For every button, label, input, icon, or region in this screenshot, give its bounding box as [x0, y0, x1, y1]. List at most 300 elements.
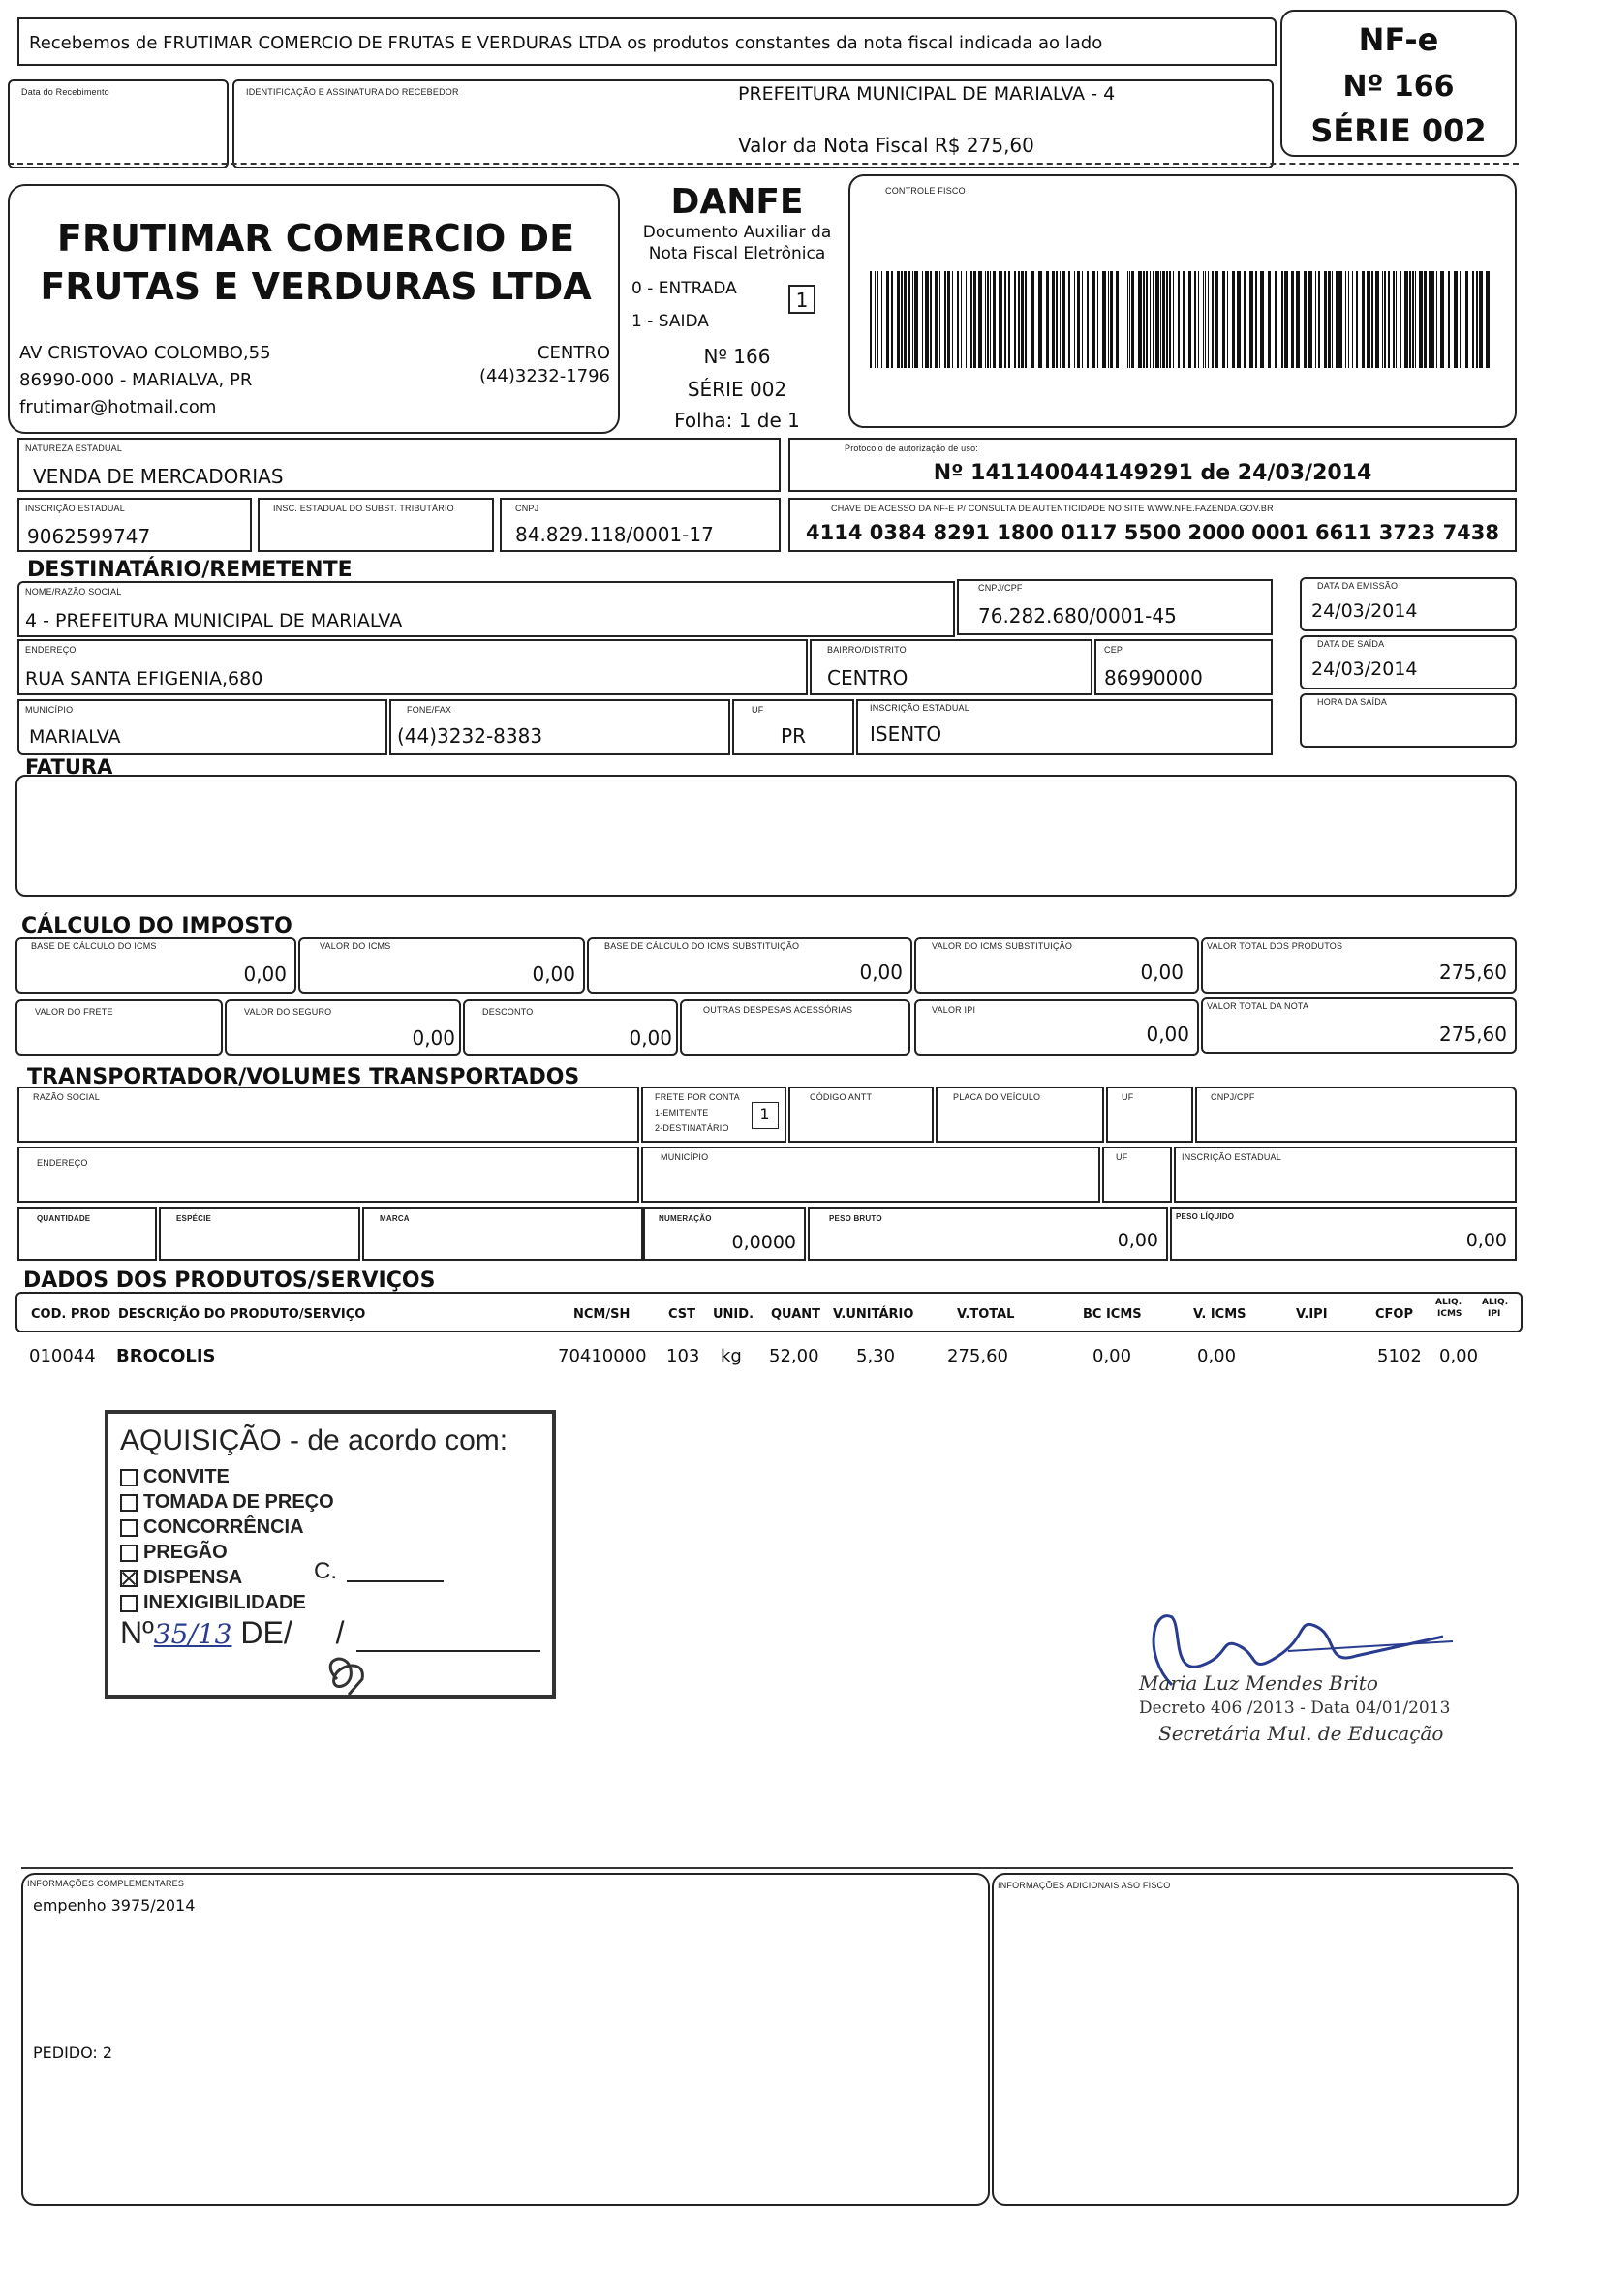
hdr-cst: CST [668, 1307, 696, 1322]
stamp-initials [308, 1650, 385, 1699]
tr-ie-label: INSCRIÇÃO ESTADUAL [1182, 1152, 1281, 1162]
imp-base-st: 0,00 [859, 961, 903, 984]
tr-numeracao-label: NUMERAÇÃO [659, 1214, 712, 1223]
canhoto-recebemos-box [17, 17, 1277, 66]
barcode-bar [1465, 271, 1468, 368]
barcode-bar [897, 271, 900, 368]
barcode-bar [1244, 271, 1246, 368]
tr-frete-label: FRETE POR CONTA [655, 1092, 740, 1102]
hdr-vipi: V.IPI [1296, 1307, 1328, 1322]
cnpj-emit-label: CNPJ [515, 504, 539, 513]
dest-bairro: CENTRO [827, 666, 908, 689]
tr-frete-opt1: 1-EMITENTE [655, 1108, 709, 1117]
hdr-quant: QUANT [771, 1307, 821, 1322]
tr-placa-label: PLACA DO VEÍCULO [953, 1092, 1041, 1102]
barcode-bar [1291, 271, 1294, 368]
barcode-bar [1227, 271, 1228, 368]
barcode-bar [1336, 271, 1338, 368]
danfe-serie: SÉRIE 002 [687, 378, 787, 401]
tr-peso-bruto-label: PESO BRUTO [829, 1214, 882, 1223]
barcode-bar [957, 271, 959, 368]
imp-base-icms: 0,00 [243, 963, 287, 986]
imp-desconto-box [463, 999, 678, 1056]
dest-ie-box [856, 699, 1273, 755]
produtos-header-box [15, 1292, 1523, 1332]
dest-cep-box [1094, 639, 1273, 695]
barcode-bar [1212, 271, 1214, 368]
natureza-label: NATUREZA ESTADUAL [25, 444, 123, 453]
dest-bairro-box [810, 639, 1092, 695]
barcode-bar [1173, 271, 1174, 368]
imp-base-st-label: BASE DE CÁLCULO DO ICMS SUBSTITUIÇÃO [604, 941, 800, 951]
barcode-bar [970, 271, 972, 368]
tr-razao-label: RAZÃO SOCIAL [33, 1092, 100, 1102]
danfe-title: DANFE [670, 182, 804, 222]
barcode-bar [973, 271, 976, 368]
dest-endereco-label: ENDEREÇO [25, 645, 77, 655]
chave-label: CHAVE DE ACESSO DA NF-E P/ CONSULTA DE AUTENTICIDADE NO SITE WWW.NFE.FAZENDA.GOV.BR [831, 504, 1274, 513]
ie-label: INSCRIÇÃO ESTADUAL [25, 504, 125, 513]
row-unid: kg [721, 1346, 742, 1366]
barcode-bar [1308, 271, 1312, 368]
barcode-bar [1077, 271, 1080, 368]
stamp-option [120, 1489, 334, 1515]
hdr-aliq-icms-1: ALIQ. [1435, 1298, 1462, 1307]
aquisicao-stamp [105, 1410, 556, 1699]
barcode-bar [1255, 271, 1257, 368]
tr-quantidade-box [17, 1207, 157, 1261]
ie-value: 9062599747 [27, 525, 151, 548]
barcode-bar [1153, 271, 1154, 368]
barcode-bar [1431, 271, 1434, 368]
barcode-bar [1415, 271, 1416, 368]
barcode-bar [1249, 271, 1253, 368]
row-cod: 010044 [29, 1346, 96, 1366]
imp-frete-box [15, 999, 223, 1056]
protocolo-label: Protocolo de autorização de uso: [845, 444, 978, 453]
imp-desconto: 0,00 [629, 1026, 672, 1050]
tr-municipio-box [641, 1147, 1100, 1203]
barcode-bar [922, 271, 923, 368]
barcode-bar [1169, 271, 1171, 368]
barcode-bar [1429, 271, 1431, 368]
barcode-bar [1116, 271, 1119, 368]
tr-razao-box [17, 1087, 639, 1143]
imp-total-prod-label: VALOR TOTAL DOS PRODUTOS [1207, 941, 1343, 951]
row-cfop: 5102 [1377, 1346, 1422, 1366]
imp-base-icms-label: BASE DE CÁLCULO DO ICMS [31, 941, 157, 951]
barcode-bar [1008, 271, 1010, 368]
barcode-bar [1188, 271, 1191, 368]
barcode-bar [1260, 271, 1264, 368]
tr-uf2-box [1102, 1147, 1172, 1203]
barcode-bar [1348, 271, 1349, 368]
barcode-bar [1396, 271, 1397, 368]
row-bcicms: 0,00 [1092, 1346, 1132, 1366]
barcode-bar [930, 271, 932, 368]
dest-emissao: 24/03/2014 [1311, 600, 1418, 622]
barcode-bar [1486, 271, 1490, 368]
hdr-cod: COD. PROD [31, 1307, 111, 1322]
imp-total-prod: 275,60 [1439, 961, 1507, 984]
barcode-bar [985, 271, 986, 368]
barcode-bar [1275, 271, 1277, 368]
dest-municipio-label: MUNICÍPIO [25, 705, 74, 715]
tr-frete-value: 1 [759, 1105, 770, 1123]
tr-especie-label: ESPÉCIE [176, 1214, 212, 1223]
info-fisco-box [992, 1873, 1519, 2206]
natureza-box [17, 438, 781, 492]
barcode-bar [1068, 271, 1070, 368]
controle-fisco-label: CONTROLE FISCO [885, 186, 966, 196]
dest-endereco-box [17, 639, 808, 695]
row-vtotal: 275,60 [947, 1346, 1008, 1366]
natureza-value: VENDA DE MERCADORIAS [33, 465, 284, 488]
barcode-bar [912, 271, 913, 368]
barcode-bar [1155, 271, 1159, 368]
tr-numeracao: 0,0000 [731, 1232, 796, 1253]
barcode-bar [875, 271, 876, 368]
imp-valor-icms-label: VALOR DO ICMS [320, 941, 391, 951]
signature-block [1114, 1598, 1482, 1762]
barcode-bar [1138, 271, 1142, 368]
barcode-bar [1060, 271, 1061, 368]
barcode-bar [1222, 271, 1225, 368]
dest-emissao-box [1300, 577, 1517, 631]
emitente-name-line2: FRUTAS E VERDURAS LTDA [40, 265, 592, 308]
imposto-title: CÁLCULO DO IMPOSTO [21, 914, 292, 938]
row-vicms: 0,00 [1197, 1346, 1237, 1366]
stamp-numero-value: 35/13 [153, 1618, 232, 1650]
dest-uf-label: UF [752, 705, 764, 715]
hdr-ncm: NCM/SH [573, 1307, 631, 1322]
barcode-bar [877, 271, 878, 368]
canhoto-valor-nota: Valor da Nota Fiscal R$ 275,60 [738, 134, 1034, 157]
barcode-bar [1409, 271, 1411, 368]
barcode-bar [881, 271, 882, 368]
dest-bairro-label: BAIRRO/DISTRITO [827, 645, 907, 655]
barcode-bar [1304, 271, 1307, 368]
barcode-bar [1046, 271, 1049, 368]
barcode-bar [939, 271, 940, 368]
info-complementares-label: INFORMAÇÕES COMPLEMENTARES [27, 1879, 185, 1888]
barcode-bar [1129, 271, 1130, 368]
hdr-bcicms: BC ICMS [1083, 1307, 1142, 1322]
barcode-bar [1476, 271, 1478, 368]
emitente-name-line1: FRUTIMAR COMERCIO DE [56, 217, 575, 260]
imp-seguro-box [225, 999, 461, 1056]
stamp-numero-row [120, 1615, 362, 1651]
stamp-c-label: C. [314, 1558, 337, 1584]
stamp-option-label: CONCORRÊNCIA [143, 1516, 304, 1538]
danfe-tipo-box [788, 285, 815, 314]
imp-outras-box [680, 999, 910, 1056]
imp-base-st-box [587, 937, 912, 994]
produtos-title: DADOS DOS PRODUTOS/SERVIÇOS [23, 1269, 436, 1293]
barcode-bar [1052, 271, 1055, 368]
nfe-serie: SÉRIE 002 [1310, 112, 1487, 149]
barcode-bar [1388, 271, 1390, 368]
danfe-folha: Folha: 1 de 1 [674, 409, 800, 432]
barcode-bar [1371, 271, 1373, 368]
dest-fone-label: FONE/FAX [407, 705, 452, 715]
stamp-option-label: PREGÃO [143, 1542, 228, 1563]
barcode-bar [1014, 271, 1016, 368]
barcode-bar [1198, 271, 1199, 368]
barcode-bar [1384, 271, 1386, 368]
stamp-option-label: CONVITE [143, 1466, 230, 1487]
imp-frete-label: VALOR DO FRETE [35, 1007, 113, 1017]
insc-subst-box [258, 498, 494, 552]
protocolo-box [788, 438, 1517, 492]
dest-endereco: RUA SANTA EFIGENIA,680 [25, 668, 263, 689]
stamp-date-slashes: / / [283, 1615, 362, 1650]
checkbox-icon [120, 1545, 138, 1562]
signature-cargo: Secretária Mul. de Educação [1158, 1722, 1444, 1745]
barcode-bar [1362, 271, 1365, 368]
dest-nome: 4 - PREFEITURA MUNICIPAL DE MARIALVA [25, 610, 403, 631]
dest-fone-box [389, 699, 730, 755]
row-aliq: 0,00 [1439, 1346, 1479, 1366]
tr-cnpj-box [1195, 1087, 1517, 1143]
barcode-bar [1146, 271, 1148, 368]
dest-municipio-box [17, 699, 387, 755]
dest-ie-label: INSCRIÇÃO ESTADUAL [870, 703, 969, 713]
barcode-bar [1281, 271, 1283, 368]
protocolo-value: Nº 141140044149291 de 24/03/2014 [933, 461, 1372, 485]
tr-antt-box [788, 1087, 934, 1143]
barcode-bar [1208, 271, 1209, 368]
tr-peso-bruto: 0,00 [1117, 1230, 1158, 1251]
stamp-option-label: INEXIGIBILIDADE [143, 1592, 306, 1613]
dest-cnpj-label: CNPJ/CPF [978, 583, 1023, 593]
barcode-bar [908, 271, 910, 368]
tr-peso-liquido-box [1170, 1207, 1517, 1261]
nfe-numero: Nº 166 [1342, 70, 1455, 104]
barcode-bar [1025, 271, 1027, 368]
barcode-bar [901, 271, 903, 368]
dest-cep: 86990000 [1104, 666, 1203, 689]
info-fisco-label: INFORMAÇÕES ADICIONAIS ASO FISCO [998, 1881, 1171, 1890]
imp-valor-icms: 0,00 [532, 963, 575, 986]
barcode-bar [1479, 271, 1483, 368]
dest-saida-label: DATA DE SAÍDA [1317, 639, 1385, 649]
fatura-box [15, 775, 1517, 897]
barcode-bar [1324, 271, 1327, 368]
info-pedido: PEDIDO: 2 [33, 2043, 113, 2062]
signature-name: Maria Luz Mendes Brito [1139, 1671, 1378, 1695]
canhoto-identificacao-box [232, 79, 1274, 168]
barcode-bar [1166, 271, 1168, 368]
hdr-unid: UNID. [713, 1307, 754, 1322]
imp-ipi-label: VALOR IPI [932, 1005, 976, 1015]
imp-base-icms-box [15, 937, 296, 994]
danfe-entrada: 0 - ENTRADA [631, 279, 737, 298]
barcode-bar [1108, 271, 1109, 368]
dest-nome-box [17, 581, 955, 637]
barcode-bar [1074, 271, 1075, 368]
row-vunit: 5,30 [856, 1346, 896, 1366]
barcode-bar [1284, 271, 1288, 368]
stamp-option-label: TOMADA DE PREÇO [143, 1491, 334, 1513]
dest-emissao-label: DATA DA EMISSÃO [1317, 581, 1399, 591]
barcode-bar [1102, 271, 1106, 368]
tr-frete-box [641, 1087, 786, 1143]
barcode-bar [1332, 271, 1333, 368]
cnpj-emit-box [500, 498, 781, 552]
tr-uf-box [1106, 1087, 1193, 1143]
barcode-bar [1412, 271, 1414, 368]
dest-hora-box [1300, 693, 1517, 748]
barcode-bar [904, 271, 907, 368]
imp-ipi: 0,00 [1146, 1023, 1189, 1046]
dest-cnpj-box [957, 579, 1273, 635]
barcode-bar [1454, 271, 1458, 368]
row-desc: BROCOLIS [116, 1346, 216, 1366]
barcode-bar [1268, 271, 1271, 368]
barcode-bar [1367, 271, 1370, 368]
info-complementares-box [21, 1873, 990, 2206]
tr-marca-box [362, 1207, 643, 1261]
signature-decreto: Decreto 406 /2013 - Data 04/01/2013 [1139, 1699, 1451, 1718]
hdr-aliq-ipi-1: ALIQ. [1482, 1298, 1509, 1307]
barcode-bar [1328, 271, 1331, 368]
barcode-bar [1296, 271, 1300, 368]
stamp-option [120, 1540, 334, 1565]
tr-cnpj-label: CNPJ/CPF [1211, 1092, 1255, 1102]
barcode-bar [925, 271, 929, 368]
barcode-bar [1203, 271, 1204, 368]
barcode-bar [1400, 271, 1401, 368]
barcode-bar [1092, 271, 1095, 368]
hdr-vtotal: V.TOTAL [957, 1307, 1015, 1322]
tr-frete-opt2: 2-DESTINATÁRIO [655, 1123, 729, 1133]
barcode-bar [1183, 271, 1185, 368]
fatura-title: FATURA [25, 755, 113, 779]
barcode-bar [978, 271, 982, 368]
barcode-bar [1131, 271, 1134, 368]
nfe-box [1280, 10, 1517, 157]
imp-desconto-label: DESCONTO [482, 1007, 534, 1017]
barcode-bar [1404, 271, 1408, 368]
barcode-bar [1127, 271, 1128, 368]
stamp-option [120, 1464, 334, 1489]
dest-nome-label: NOME/RAZÃO SOCIAL [25, 587, 122, 597]
transportador-title: TRANSPORTADOR/VOLUMES TRANSPORTADOS [27, 1065, 580, 1089]
barcode-bar [1440, 271, 1444, 368]
barcode-bar [1215, 271, 1218, 368]
dest-cep-label: CEP [1104, 645, 1123, 655]
hdr-vicms: V. ICMS [1193, 1307, 1246, 1322]
imp-valor-st-box [914, 937, 1199, 994]
hdr-cfop: CFOP [1375, 1307, 1413, 1322]
dest-saida-box [1300, 635, 1517, 689]
row-cst: 103 [666, 1346, 700, 1366]
barcode-bar [1338, 271, 1342, 368]
barcode-bar [1097, 271, 1098, 368]
canhoto-data-box [8, 79, 229, 168]
tr-endereco-box [17, 1147, 639, 1203]
dest-fone: (44)3232-8383 [397, 724, 543, 748]
barcode-bar [952, 271, 953, 368]
data-recebimento-label: Data do Recebimento [21, 87, 109, 97]
insc-subst-label: INSC. ESTADUAL DO SUBST. TRIBUTÁRIO [273, 504, 454, 513]
emitente-cep-city: 86990-000 - MARIALVA, PR [19, 370, 253, 390]
barcode-bar [947, 271, 950, 368]
imp-total-prod-box [1201, 937, 1517, 994]
dest-uf: PR [781, 724, 806, 748]
checkbox-icon [120, 1519, 138, 1537]
dest-cnpj: 76.282.680/0001-45 [978, 604, 1177, 628]
table-row [15, 1342, 1523, 1371]
canhoto-destinatario: PREFEITURA MUNICIPAL DE MARIALVA - 4 [738, 83, 1116, 105]
danfe-subtitle-2: Nota Fiscal Eletrônica [648, 244, 826, 263]
stamp-de-label: DE [240, 1615, 284, 1650]
imp-valor-st: 0,00 [1140, 961, 1184, 984]
danfe-subtitle-1: Documento Auxiliar da [642, 223, 832, 242]
barcode-bar [1375, 271, 1379, 368]
barcode-bar [1162, 271, 1165, 368]
barcode-bar [1345, 271, 1346, 368]
stamp-option [120, 1590, 334, 1615]
imp-outras-label: OUTRAS DESPESAS ACESSÓRIAS [703, 1005, 853, 1015]
barcode-bar [1237, 271, 1241, 368]
tr-frete-value-box [752, 1102, 779, 1129]
danfe-saida: 1 - SAIDA [631, 312, 709, 331]
barcode-bar [993, 271, 996, 368]
barcode-bar [1160, 271, 1161, 368]
tr-municipio-label: MUNICÍPIO [661, 1152, 709, 1162]
identificacao-label: IDENTIFICAÇÃO E ASSINATURA DO RECEBEDOR [246, 87, 459, 97]
checked-checkbox-icon [120, 1570, 138, 1587]
barcode-bar [1352, 271, 1353, 368]
cut-line [8, 163, 1519, 165]
dest-ie: ISENTO [870, 722, 942, 746]
nfe-title: NF-e [1358, 21, 1439, 58]
tr-peso-liquido: 0,00 [1465, 1230, 1507, 1251]
stamp-numero-label: Nº [120, 1615, 154, 1650]
barcode-bar [990, 271, 991, 368]
tr-quantidade-label: QUANTIDADE [37, 1214, 91, 1223]
barcode-bar [1062, 271, 1065, 368]
barcode-bar [1472, 271, 1474, 368]
imp-valor-icms-box [298, 937, 585, 994]
imp-valor-st-label: VALOR DO ICMS SUBSTITUIÇÃO [932, 941, 1073, 951]
chave-value: 4114 0384 8291 1800 0117 5500 2000 0001 6611 3723 7438 [805, 521, 1500, 544]
barcode-bar [966, 271, 967, 368]
tr-ie-box [1174, 1147, 1517, 1203]
barcode-bar [1424, 271, 1427, 368]
emitente-phone: (44)3232-1796 [478, 366, 610, 386]
barcode-bar [1356, 271, 1358, 368]
barcode [870, 271, 1499, 368]
barcode-bar [1038, 271, 1042, 368]
barcode-bar [1436, 271, 1437, 368]
chave-box [788, 498, 1517, 552]
barcode-bar [1178, 271, 1180, 368]
tr-uf-label: UF [1122, 1092, 1134, 1102]
barcode-bar [999, 271, 1002, 368]
dest-municipio: MARIALVA [29, 726, 121, 748]
tr-marca-label: MARCA [380, 1214, 410, 1223]
tr-peso-bruto-box [808, 1207, 1168, 1261]
barcode-bar [944, 271, 946, 368]
barcode-bar [1460, 271, 1461, 368]
controle-fisco-box [848, 174, 1517, 428]
danfe-numero: Nº 166 [703, 345, 771, 368]
barcode-bar [870, 271, 872, 368]
hdr-vunit: V.UNITÁRIO [833, 1307, 914, 1322]
